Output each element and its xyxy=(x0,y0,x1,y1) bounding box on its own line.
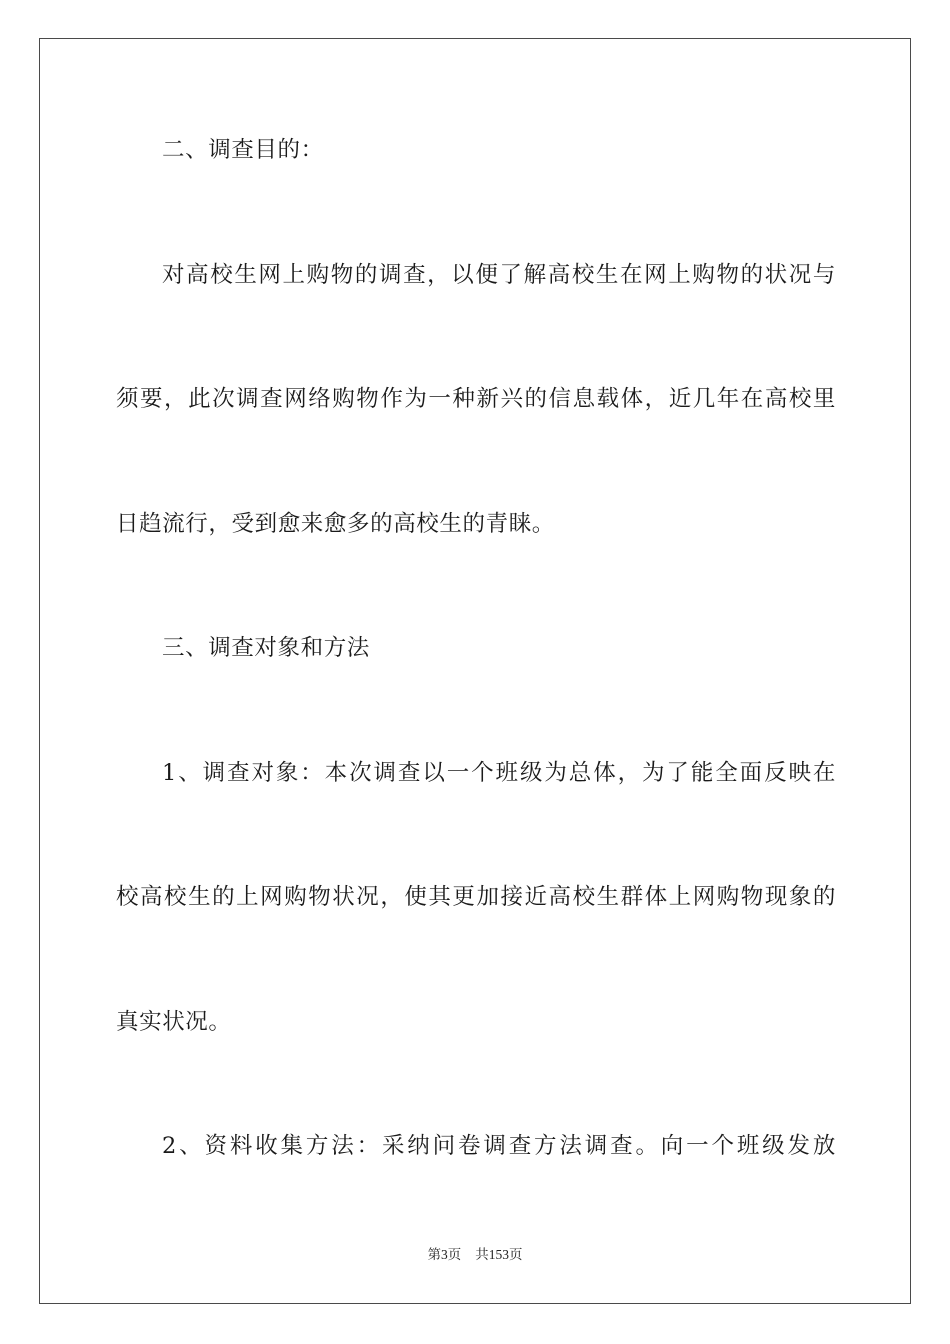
paragraph-line: 对高校生网上购物的调查，以便了解高校生在网上购物的状况与 xyxy=(162,262,836,288)
paragraph-line: 日趋流行，受到愈来愈多的高校生的青睐。 xyxy=(116,511,555,537)
page-footer xyxy=(0,1246,950,1264)
paragraph-line: 2、资料收集方法：采纳问卷调查方法调查。向一个班级发放 xyxy=(162,1133,836,1159)
section-heading-purpose: 二、调查目的： xyxy=(162,137,324,163)
paragraph-line: 须要，此次调查网络购物作为一种新兴的信息载体，近几年在高校里 xyxy=(116,386,836,412)
page-number: 第3页 xyxy=(427,1247,462,1262)
page-border xyxy=(39,38,911,1304)
paragraph-line: 真实状况。 xyxy=(116,1009,232,1035)
total-pages: 共153页 xyxy=(475,1247,523,1262)
paragraph-line: 校高校生的上网购物状况，使其更加接近高校生群体上网购物现象的 xyxy=(116,884,836,910)
section-heading-method: 三、调查对象和方法 xyxy=(162,635,370,661)
paragraph-line: 1、调查对象：本次调查以一个班级为总体，为了能全面反映在 xyxy=(162,760,836,786)
